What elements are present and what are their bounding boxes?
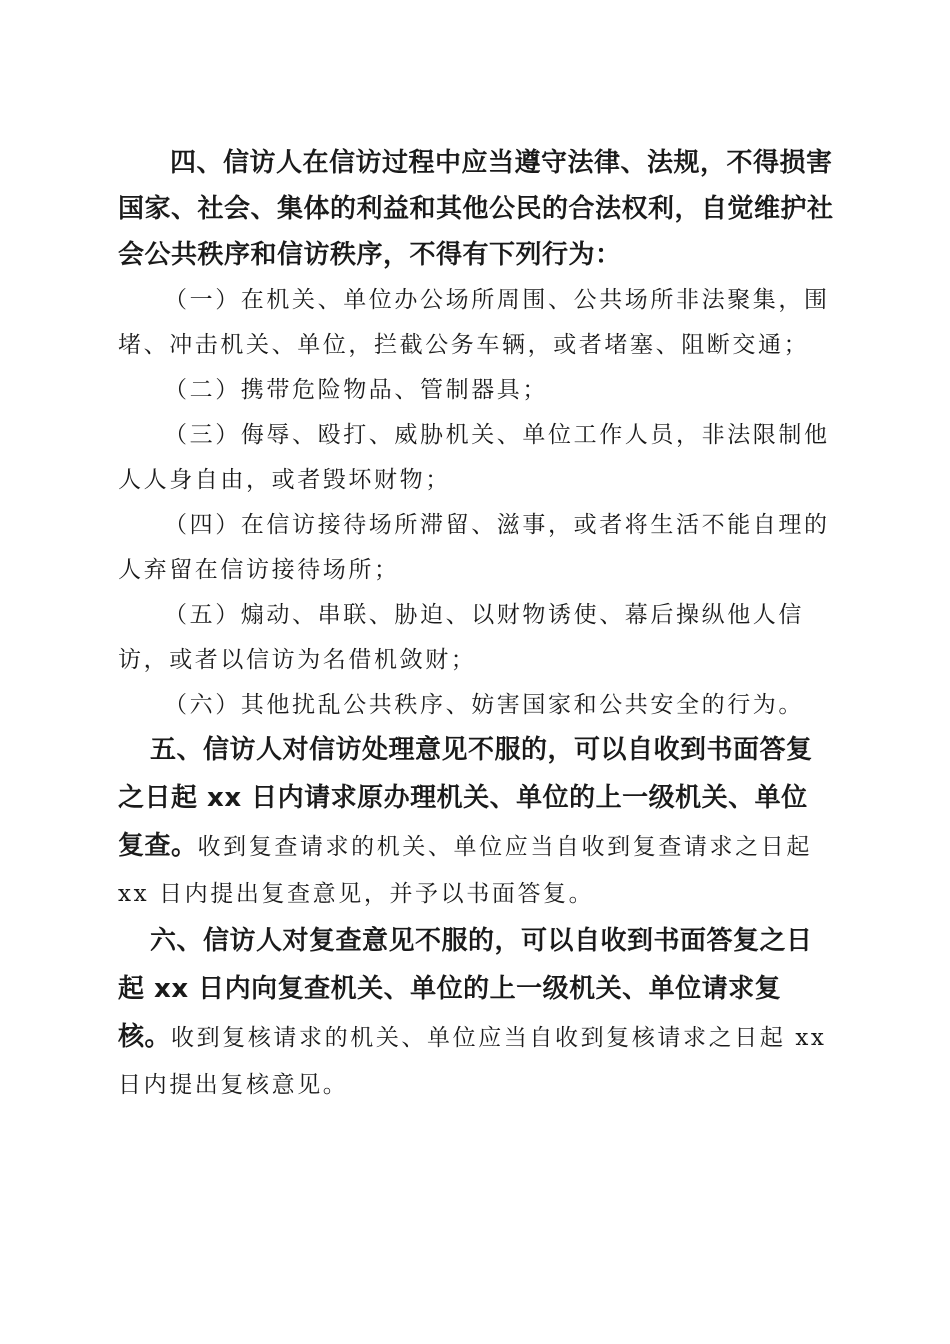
article-4-item-5: （五）煽动、串联、胁迫、以财物诱使、幕后操纵他人信访，或者以信访为名借机敛财；	[118, 602, 804, 673]
article-4-item-4: （四）在信访接待场所滞留、滋事，或者将生活不能自理的人弃留在信访接待场所；	[118, 512, 830, 583]
article-4-item-2: （二）携带危险物品、管制器具；	[164, 377, 548, 403]
article-5-bold-text: 五、信访人对信访处理意见不服的，可以自收到书面答复之日起 xx 日内请求原办理机关、单位的上一级机关、单位复查。	[118, 735, 813, 861]
article-4-item-6: （六）其他扰乱公共秩序、妨害国家和公共安全的行为。	[164, 692, 804, 718]
article-5-plain-text: 收到复查请求的机关、单位应当自收到复查请求之日起 xx 日内提出复查意见，并予以书面答复。	[118, 834, 812, 907]
document-body	[118, 140, 834, 1110]
article-4-item-3: （三）侮辱、殴打、威胁机关、单位工作人员，非法限制他人人身自由，或者毁坏财物；	[118, 422, 830, 493]
article-6-bold-text: 六、信访人对复查意见不服的，可以自收到书面答复之日起 xx 日内向复查机关、单位的上一级机关、单位请求复核。	[118, 926, 813, 1052]
article-5-paragraph	[118, 728, 834, 919]
article-4-heading: 四、信访人在信访过程中应当遵守法律、法规，不得损害国家、社会、集体的利益和其他公民的合法权利，自觉维护社会公共秩序和信访秩序，不得有下列行为：	[118, 148, 834, 270]
article-4-item-1: （一）在机关、单位办公场所周围、公共场所非法聚集，围堵、冲击机关、单位，拦截公务车辆，或者堵塞、阻断交通；	[118, 287, 830, 358]
article-6-paragraph	[118, 919, 834, 1110]
article-6-plain-text: 收到复核请求的机关、单位应当自收到复核请求之日起 xx 日内提出复核意见。	[118, 1025, 827, 1098]
